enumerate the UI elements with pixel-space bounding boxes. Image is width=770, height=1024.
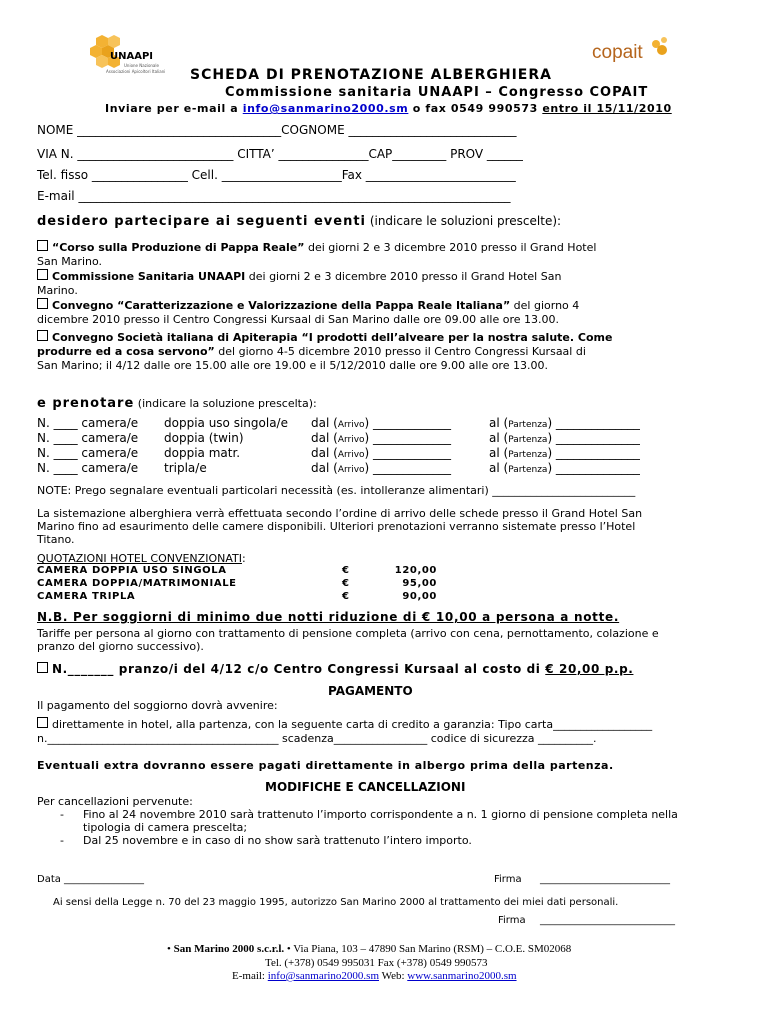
checkbox-icon[interactable] <box>37 269 48 280</box>
page-title: SCHEDA DI PRENOTAZIONE ALBERGHIERA <box>190 67 552 83</box>
lunch-booking[interactable] <box>37 662 633 676</box>
events-heading-text: desidero partecipare ai seguenti eventi <box>37 214 366 229</box>
cancel-heading: MODIFICHE E CANCELLAZIONI <box>265 780 466 794</box>
rate-price: 95,00 <box>402 578 437 589</box>
allocation-line-3: Titano. <box>37 533 75 546</box>
cancel-bullet-1-dash: - <box>60 808 64 821</box>
payment-intro: Il pagamento del soggiorno dovrà avvenire: <box>37 699 278 712</box>
checkbox-icon[interactable] <box>37 717 48 728</box>
events-heading-note: (indicare le soluzioni prescelte): <box>366 214 562 228</box>
booking-heading-text: e prenotare <box>37 396 135 411</box>
privacy-signature-label: Firma <box>498 915 526 926</box>
rates-heading <box>37 552 246 565</box>
booking-departure[interactable] <box>489 461 640 475</box>
booking-room-type: doppia uso singola/e <box>164 416 288 430</box>
send-instructions <box>105 102 672 115</box>
departure-label: Partenza <box>508 420 548 430</box>
rate-currency: € <box>342 578 350 589</box>
copait-logo <box>592 38 672 72</box>
rate-label: CAMERA DOPPIA/MATRIMONIALE <box>37 578 237 589</box>
event-1-text: dei giorni 2 e 3 dicembre 2010 presso il Grand Hotel <box>304 241 597 254</box>
rate-row <box>37 565 437 578</box>
bubbles-icon <box>648 34 672 64</box>
footer-line-1 <box>167 943 571 955</box>
cancel-bullet-2-dash: - <box>60 834 64 847</box>
arrival-prefix: dal ( <box>311 446 338 460</box>
lunch-price: € 20,00 p.p. <box>545 662 634 676</box>
rate-price: 120,00 <box>394 565 437 576</box>
booking-arrival[interactable] <box>311 431 451 445</box>
nb-line-2: pranzo del giorno successivo). <box>37 640 204 653</box>
arrival-label: Arrivo <box>337 435 365 445</box>
event-4-title-2: produrre ed a cosa servono” <box>37 345 215 358</box>
rate-label: CAMERA DOPPIA USO SINGOLA <box>37 565 227 576</box>
event-3-text: del giorno 4 <box>510 299 580 312</box>
rate-price: 90,00 <box>402 591 437 602</box>
departure-prefix: al ( <box>489 431 509 445</box>
checkbox-icon[interactable] <box>37 662 48 673</box>
cancel-bullet-2: Dal 25 novembre e in caso di no show sarà trattenuto l’intero importo. <box>83 834 472 847</box>
footer-bullet: • <box>167 943 171 955</box>
booking-qty[interactable]: N. ____ camera/e <box>37 431 139 445</box>
event-3-title: Convegno “Caratterizzazione e Valorizzazione della Pappa Reale Italiana” <box>52 299 511 312</box>
booking-room-type: tripla/e <box>164 461 207 475</box>
unaapi-logo-tagline-2: Associazioni Apicoltori Italiani <box>106 69 166 74</box>
footer-company: San Marino 2000 s.c.r.l. <box>173 943 285 955</box>
booking-heading-note: (indicare la soluzione prescelta): <box>134 397 317 410</box>
arrival-label: Arrivo <box>337 450 365 460</box>
cancel-bullet-1-b: tipologia di camera prescelta; <box>83 821 248 834</box>
signature-line[interactable]: __________________________ <box>540 874 670 885</box>
footer-web-link[interactable]: www.sanmarino2000.sm <box>407 970 517 982</box>
field-nome-cognome[interactable]: NOME __________________________________COGNOME ____________________________ <box>37 123 517 137</box>
event-4[interactable] <box>37 330 737 373</box>
footer-phones: Tel. (+378) 0549 995031 Fax (+378) 0549 990573 <box>265 957 488 969</box>
arrival-label: Arrivo <box>337 465 365 475</box>
booking-departure[interactable] <box>489 416 640 430</box>
booking-row[interactable] <box>37 416 737 431</box>
payment-option-card[interactable] <box>37 717 652 731</box>
booking-qty[interactable]: N. ____ camera/e <box>37 461 139 475</box>
rate-row <box>37 591 437 604</box>
arrival-prefix: dal ( <box>311 461 338 475</box>
departure-line: ) ______________ <box>547 416 640 430</box>
booking-arrival[interactable] <box>311 461 451 475</box>
rates-heading-colon: : <box>241 552 246 565</box>
field-telefoni[interactable]: Tel. fisso ________________ Cell. ____________________Fax _________________________ <box>37 168 516 182</box>
booking-room-type: doppia (twin) <box>164 431 244 445</box>
event-4-text: del giorno 4-5 dicembre 2010 presso il Centro Congressi Kursaal di <box>214 345 586 358</box>
nb-title: N.B. Per soggiorni di minimo due notti riduzione di € 10,00 a persona a notte. <box>37 610 620 624</box>
copait-logo-name: copait <box>592 42 643 63</box>
field-email[interactable]: E-mail ________________________________________________________________________ <box>37 189 511 203</box>
event-1-title: “Corso sulla Produzione di Pappa Reale” <box>52 241 305 254</box>
rate-label: CAMERA TRIPLA <box>37 591 136 602</box>
allocation-line-2: Marino fino ad esaurimento delle camere disponibili. Ulteriori prenotazioni verranno sistemate presso l’Hotel <box>37 520 636 533</box>
events-heading <box>37 214 561 229</box>
event-4-title: Convegno Società italiana di Apiterapia “I prodotti dell’alveare per la nostra salute. Come <box>52 331 613 344</box>
cancel-intro: Per cancellazioni pervenute: <box>37 795 193 808</box>
checkbox-icon[interactable] <box>37 330 48 341</box>
booking-qty[interactable]: N. ____ camera/e <box>37 416 139 430</box>
lunch-text: N._______ pranzo/i del 4/12 c/o Centro Congressi Kursaal al costo di <box>52 662 546 676</box>
rate-currency: € <box>342 565 350 576</box>
rate-currency: € <box>342 591 350 602</box>
nb-line-1: Tariffe per persona al giorno con trattamento di pensione completa (arrivo con cena, pernottamento, colazione e <box>37 627 659 640</box>
event-3-cont: dicembre 2010 presso il Centro Congressi Kursaal di San Marino dalle ore 09.00 alle ore 13.00. <box>37 313 559 326</box>
payment-card-details[interactable]: n.__________________________________________ scadenza_________________ codice di sicurezza __________. <box>37 732 597 745</box>
departure-label: Partenza <box>508 435 548 445</box>
arrival-line: ) _____________ <box>364 461 452 475</box>
payment-card-text: direttamente in hotel, alla partenza, con la seguente carta di credito a garanzia: Tipo carta__________________ <box>52 718 653 731</box>
event-1[interactable] <box>37 240 737 269</box>
departure-label: Partenza <box>508 450 548 460</box>
checkbox-icon[interactable] <box>37 240 48 251</box>
rates-heading-text: QUOTAZIONI HOTEL CONVENZIONATI <box>37 552 242 565</box>
departure-prefix: al ( <box>489 461 509 475</box>
booking-departure[interactable] <box>489 431 640 445</box>
arrival-line: ) _____________ <box>364 416 452 430</box>
unaapi-logo <box>86 34 196 78</box>
arrival-line: ) _____________ <box>364 431 452 445</box>
arrival-label: Arrivo <box>337 420 365 430</box>
booking-qty[interactable]: N. ____ camera/e <box>37 446 139 460</box>
privacy-signature-line[interactable]: ___________________________ <box>540 915 675 926</box>
payment-heading: PAGAMENTO <box>328 684 413 698</box>
departure-label: Partenza <box>508 465 548 475</box>
checkbox-icon[interactable] <box>37 298 48 309</box>
date-field[interactable]: Data ________________ <box>37 874 145 885</box>
event-2-text: dei giorni 2 e 3 dicembre 2010 presso il Grand Hotel San <box>245 270 562 283</box>
footer-line-3 <box>232 970 517 982</box>
privacy-consent: Ai sensi della Legge n. 70 del 23 maggio 1995, autorizzo San Marino 2000 al trattamento dei miei dati personali. <box>53 897 619 908</box>
footer-address: • Via Piana, 103 – 47890 San Marino (RSM) – C.O.E. SM02068 <box>284 943 572 955</box>
cancel-bullet-1-a: Fino al 24 novembre 2010 sarà trattenuto l’importo corrispondente a n. 1 giorno di pensione completa nella <box>83 808 678 821</box>
event-4-cont: San Marino; il 4/12 dalle ore 15.00 alle ore 19.00 e il 5/12/2010 dalle ore 9.00 alle ore 13.00. <box>37 359 548 372</box>
footer-email-label: E-mail: <box>232 970 268 982</box>
departure-prefix: al ( <box>489 416 509 430</box>
signature-label: Firma <box>494 874 522 885</box>
rate-row <box>37 578 437 591</box>
departure-line: ) ______________ <box>547 446 640 460</box>
event-2-cont: Marino. <box>37 284 78 297</box>
booking-arrival[interactable] <box>311 416 451 430</box>
arrival-line: ) _____________ <box>364 446 452 460</box>
unaapi-logo-name: UNAAPI <box>110 51 154 62</box>
booking-row[interactable] <box>37 461 737 476</box>
event-2-title: Commissione Sanitaria UNAAPI <box>52 270 246 283</box>
footer-web-label: Web: <box>379 970 408 982</box>
page-subtitle: Commissione sanitaria UNAAPI – Congresso COPAIT <box>225 85 649 100</box>
booking-room-type: doppia matr. <box>164 446 241 460</box>
send-email-link[interactable]: info@sanmarino2000.sm <box>242 102 409 115</box>
event-1-cont: San Marino. <box>37 255 103 268</box>
booking-arrival[interactable] <box>311 446 451 460</box>
payment-extra-note: Eventuali extra dovranno essere pagati direttamente in albergo prima della partenza. <box>37 759 614 772</box>
send-pre: Inviare per e-mail a <box>105 102 243 115</box>
event-2[interactable] <box>37 269 737 298</box>
arrival-prefix: dal ( <box>311 431 338 445</box>
booking-note[interactable]: NOTE: Prego segnalare eventuali particolari necessità (es. intolleranze alimentari) __________________________ <box>37 484 636 497</box>
unaapi-logo-tagline-1: Unione Nazionale <box>124 63 159 68</box>
departure-line: ) ______________ <box>547 431 640 445</box>
arrival-prefix: dal ( <box>311 416 338 430</box>
field-indirizzo[interactable]: VIA N. __________________________ CITTA’ _______________CAP_________ PROV ______ <box>37 147 523 161</box>
booking-departure[interactable] <box>489 446 640 460</box>
footer-email-link[interactable]: info@sanmarino2000.sm <box>267 970 380 982</box>
allocation-line-1: La sistemazione alberghiera verrà effettuata secondo l’ordine di arrivo delle schede presso il Grand Hotel San <box>37 507 643 520</box>
booking-row[interactable] <box>37 431 737 446</box>
send-mid: o fax 0549 990573 <box>408 102 543 115</box>
booking-row[interactable] <box>37 446 737 461</box>
booking-heading <box>37 396 317 411</box>
send-deadline: entro il 15/11/2010 <box>542 102 672 115</box>
departure-line: ) ______________ <box>547 461 640 475</box>
event-3[interactable] <box>37 298 737 327</box>
departure-prefix: al ( <box>489 446 509 460</box>
